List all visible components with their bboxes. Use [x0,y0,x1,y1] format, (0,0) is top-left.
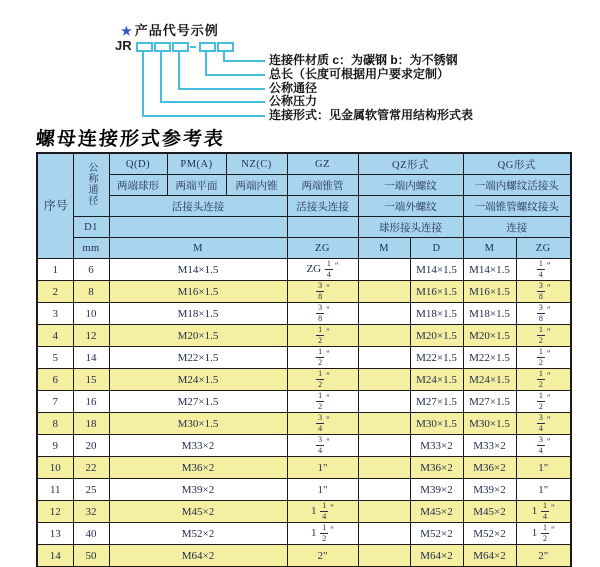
table-row-1 [37,259,571,281]
taper-thread-qg: 一端锥管螺纹接头 [463,196,571,217]
cell-qg_m: M27×1.5 [463,391,516,413]
cell-m: M22×1.5 [109,347,287,369]
cell-qg_zg: 1 $\frac{1}{4}$ " [516,501,571,523]
table-row-12 [37,501,571,523]
cell-qg_m: M22×1.5 [463,347,516,369]
col-header-pma: PM(A) [167,153,226,175]
cell-qg_m: M30×1.5 [463,413,516,435]
cell-seq: 5 [37,347,73,369]
cell-seq: 2 [37,281,73,303]
cell-seq: 11 [37,479,73,501]
unit-qz-d: D [410,238,463,259]
table-row-8 [37,413,571,435]
cell-gz: $\frac{3}{4}$ " [287,413,358,435]
cell-seq: 8 [37,413,73,435]
cell-m: M14×1.5 [109,259,287,281]
desc-qg: 一端内螺纹活接头 [463,175,571,196]
cell-qz_d: M52×2 [410,523,463,545]
cell-mm: 22 [73,457,109,479]
cell-gz: $\frac{1}{2}$ " [287,391,358,413]
cell-qz_d: M22×1.5 [410,347,463,369]
diagram-label-connection: 连接形式：见金属软管常用结构形式表 [269,108,474,122]
cell-qz_m [358,457,410,479]
col-header-qg: QG形式 [463,153,571,175]
col-header-seq: 序号 [37,153,73,259]
cell-seq: 9 [37,435,73,457]
cell-qz_m [358,303,410,325]
cell-qg_zg: $\frac{3}{8}$ " [516,303,571,325]
cell-mm: 50 [73,545,109,567]
table-row-2 [37,281,571,303]
unit-m: M [109,238,287,259]
cell-m: M39×2 [109,479,287,501]
cell-qg_m: M18×1.5 [463,303,516,325]
cell-qg_zg: $\frac{1}{2}$ " [516,325,571,347]
connector-line [223,60,265,62]
cell-mm: 12 [73,325,109,347]
cell-qz_m [358,325,410,347]
cell-qg_m: M64×2 [463,545,516,567]
cell-qz_d: M27×1.5 [410,391,463,413]
cell-mm: 14 [73,347,109,369]
connector-line [142,50,144,117]
d1-label: D1 [73,217,109,238]
union-connection: 活接头连接 [109,196,287,217]
code-box-2 [154,42,171,52]
connector-line [160,50,162,103]
union-connection-gz: 活接头连接 [287,196,358,217]
table-row-3 [37,303,571,325]
cell-m: M18×1.5 [109,303,287,325]
diagram-title [121,20,219,39]
cell-qz_m [358,281,410,303]
cell-qz_d: M14×1.5 [410,259,463,281]
cell-gz: $\frac{1}{2}$ " [287,347,358,369]
table-row-5 [37,347,571,369]
cell-mm: 32 [73,501,109,523]
connection: 连接 [463,217,571,238]
col-header-diameter: 公称通径 [73,153,109,217]
diagram-label-pressure: 公称压力 [269,94,318,108]
empty-cell [109,217,287,238]
desc-gz: 两端锥管 [287,175,358,196]
cell-qz_m [358,347,410,369]
unit-qz-m: M [358,238,410,259]
cell-gz: 2" [287,545,358,567]
header-row-4 [37,217,571,238]
col-header-gz: GZ [287,153,358,175]
cell-gz: 1" [287,457,358,479]
table-row-9 [37,435,571,457]
cell-seq: 7 [37,391,73,413]
cell-gz: 1" [287,479,358,501]
cell-qg_zg: $\frac{1}{2}$ " [516,347,571,369]
cell-qg_zg: $\frac{3}{4}$ " [516,435,571,457]
diagram-label-material: 连接件材质 c：为碳钢 b：为不锈钢 [269,53,458,67]
cell-m: M45×2 [109,501,287,523]
unit-qg-zg: ZG [516,238,571,259]
desc-qz: 一端内螺纹 [358,175,463,196]
cell-mm: 20 [73,435,109,457]
cell-m: M24×1.5 [109,369,287,391]
table-row-6 [37,369,571,391]
cell-qz_d: M33×2 [410,435,463,457]
cell-m: M27×1.5 [109,391,287,413]
cell-qg_m: M36×2 [463,457,516,479]
cell-mm: 16 [73,391,109,413]
cell-m: M36×2 [109,457,287,479]
cell-qz_d: M45×2 [410,501,463,523]
table-row-10 [37,457,571,479]
cell-seq: 10 [37,457,73,479]
cell-qz_m [358,523,410,545]
desc-qd: 两端球形 [109,175,167,196]
cell-qz_m [358,369,410,391]
cell-seq: 4 [37,325,73,347]
diagram-label-diameter: 公称通径 [269,81,318,95]
cell-qz_m [358,259,410,281]
cell-qg_m: M20×1.5 [463,325,516,347]
cell-seq: 12 [37,501,73,523]
connector-line [205,74,265,76]
cell-qg_zg: $\frac{1}{2}$ " [516,391,571,413]
header-row-3 [37,196,571,217]
header-row-5 [37,238,571,259]
cell-mm: 6 [73,259,109,281]
connector-line [205,50,207,76]
desc-pma: 两端平面 [167,175,226,196]
code-box-4 [199,42,216,52]
cell-qz_d: M36×2 [410,457,463,479]
cell-qg_zg: 1" [516,479,571,501]
cell-gz: ZG $\frac{1}{4}$ " [287,259,358,281]
col-header-qd: Q(D) [109,153,167,175]
reference-table [36,152,572,567]
cell-mm: 15 [73,369,109,391]
cell-gz: 1 $\frac{1}{2}$ " [287,523,358,545]
cell-qg_m: M24×1.5 [463,369,516,391]
cell-gz: $\frac{3}{8}$ " [287,281,358,303]
cell-gz: $\frac{3}{8}$ " [287,303,358,325]
cell-mm: 40 [73,523,109,545]
cell-qg_m: M52×2 [463,523,516,545]
desc-nzc: 两端内锥 [226,175,287,196]
cell-seq: 6 [37,369,73,391]
cell-qz_m [358,545,410,567]
code-box-5 [217,42,234,52]
cell-m: M30×1.5 [109,413,287,435]
empty-cell [287,217,358,238]
cell-qg_zg: 2" [516,545,571,567]
cell-qg_zg: $\frac{1}{2}$ " [516,369,571,391]
cell-m: M16×1.5 [109,281,287,303]
product-code-diagram [0,0,600,125]
cell-m: M64×2 [109,545,287,567]
table-row-11 [37,479,571,501]
cell-mm: 18 [73,413,109,435]
cell-qg_m: M39×2 [463,479,516,501]
cell-qz_d: M18×1.5 [410,303,463,325]
unit-qg-m: M [463,238,516,259]
connector-line [160,101,265,103]
cell-qz_m [358,435,410,457]
header-row-2 [37,175,571,196]
code-dash [190,46,196,48]
header-row-1 [37,153,571,175]
cell-m: M20×1.5 [109,325,287,347]
code-box-1 [136,42,153,52]
cell-qz_d: M64×2 [410,545,463,567]
cell-mm: 10 [73,303,109,325]
cell-qg_zg: 1 $\frac{1}{2}$ " [516,523,571,545]
code-box-3 [172,42,189,52]
cell-m: M52×2 [109,523,287,545]
table-title: 螺母连接形式参考表 [35,129,226,150]
cell-mm: 25 [73,479,109,501]
cell-qz_m [358,479,410,501]
cell-mm: 8 [73,281,109,303]
cell-seq: 3 [37,303,73,325]
cell-gz: 1 $\frac{1}{4}$ " [287,501,358,523]
unit-zg: ZG [287,238,358,259]
table-row-4 [37,325,571,347]
cell-qz_d: M20×1.5 [410,325,463,347]
table-row-7 [37,391,571,413]
mm-label: mm [73,238,109,259]
cell-seq: 14 [37,545,73,567]
col-header-nzc: NZ(C) [226,153,287,175]
cell-gz: $\frac{1}{2}$ " [287,369,358,391]
code-prefix: JR [115,38,132,53]
cell-qz_d: M30×1.5 [410,413,463,435]
cell-qg_m: M16×1.5 [463,281,516,303]
ext-thread-qz: 一端外螺纹 [358,196,463,217]
cell-qz_d: M16×1.5 [410,281,463,303]
cell-qg_m: M33×2 [463,435,516,457]
cell-gz: $\frac{1}{2}$ " [287,325,358,347]
cell-seq: 13 [37,523,73,545]
cell-qz_d: M39×2 [410,479,463,501]
col-header-qz: QZ形式 [358,153,463,175]
cell-m: M33×2 [109,435,287,457]
cell-qz_m [358,413,410,435]
connector-line [178,88,265,90]
connector-line [142,115,265,117]
cell-qg_zg: $\frac{1}{4}$ " [516,259,571,281]
cell-qz_d: M24×1.5 [410,369,463,391]
cell-qg_m: M45×2 [463,501,516,523]
ball-joint-connection: 球形接头连接 [358,217,463,238]
cell-seq: 1 [37,259,73,281]
table-row-14 [37,545,571,567]
diagram-label-length: 总长（长度可根据用户要求定制） [269,67,450,81]
cell-qz_m [358,391,410,413]
connector-line [178,50,180,90]
table-row-13 [37,523,571,545]
cell-qg_zg: $\frac{3}{8}$ " [516,281,571,303]
cell-qg_zg: $\frac{3}{4}$ " [516,413,571,435]
cell-qz_m [358,501,410,523]
cell-gz: $\frac{3}{4}$ " [287,435,358,457]
cell-qg_m: M14×1.5 [463,259,516,281]
diagram-title-text: 产品代号示例 [134,23,219,38]
star-icon: ★ [121,24,133,38]
cell-qg_zg: 1" [516,457,571,479]
